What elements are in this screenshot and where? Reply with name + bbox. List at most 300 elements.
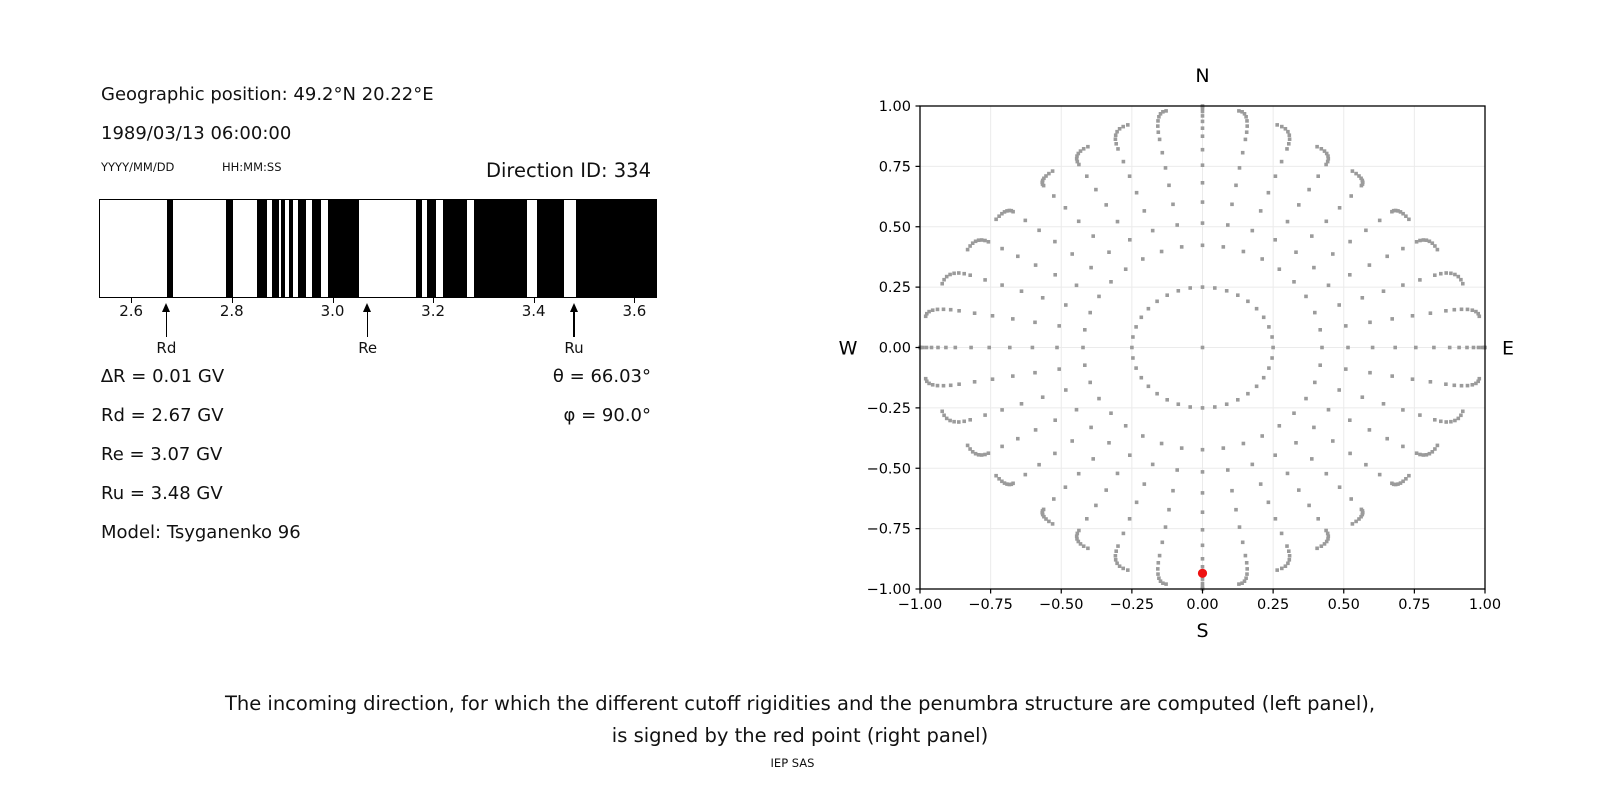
- date-format-label: YYYY/MM/DD: [101, 160, 175, 174]
- direction-dot: [1315, 145, 1319, 149]
- direction-dot: [1310, 457, 1314, 461]
- direction-dot: [1157, 130, 1161, 134]
- direction-dot: [1114, 142, 1118, 146]
- direction-dot: [1401, 408, 1405, 412]
- direction-dot: [1177, 289, 1181, 293]
- geographic-position-label: Geographic position: 49.2°N 20.22°E: [101, 84, 434, 105]
- direction-dot: [1433, 418, 1437, 422]
- direction-dot: [1274, 174, 1278, 178]
- direction-dot: [1175, 468, 1179, 472]
- y-tick-label: 0.25: [878, 280, 911, 297]
- direction-dot: [1478, 315, 1482, 319]
- direction-dot: [1088, 311, 1092, 315]
- direction-dot: [1156, 572, 1160, 576]
- direction-dot: [1128, 453, 1132, 457]
- direction-dot: [1382, 402, 1386, 406]
- direction-dot: [1255, 307, 1259, 311]
- direction-dot: [1453, 308, 1457, 312]
- direction-dot: [1274, 517, 1278, 521]
- direction-dot: [1180, 245, 1184, 249]
- direction-dot: [1418, 453, 1422, 457]
- direction-dot: [1147, 385, 1151, 389]
- x-tick-label: 0.00: [1186, 597, 1219, 613]
- direction-dot: [1234, 508, 1238, 512]
- direction-dot: [1337, 388, 1341, 392]
- penumbra-allowed-band: [328, 200, 358, 297]
- direction-dot: [1280, 160, 1284, 164]
- direction-dot: [1244, 554, 1248, 558]
- y-tick-label: −0.25: [866, 400, 911, 417]
- direction-dot: [1292, 411, 1296, 415]
- direction-dot: [1284, 127, 1288, 131]
- direction-dot: [1307, 188, 1311, 192]
- direction-dot: [1320, 346, 1324, 350]
- direction-dot: [1156, 119, 1160, 123]
- x-tick-label: 0.75: [1398, 597, 1431, 613]
- direction-scatter-plot: [820, 50, 1520, 640]
- direction-dot: [1287, 549, 1291, 553]
- direction-dot: [987, 240, 991, 244]
- direction-dot: [1131, 356, 1135, 360]
- selected-direction-red-point: [1198, 569, 1207, 578]
- direction-dot: [1304, 397, 1308, 401]
- direction-dot: [1418, 413, 1422, 417]
- direction-dot: [1124, 424, 1128, 428]
- penumbra-allowed-band: [576, 200, 656, 297]
- direction-dot: [1378, 473, 1382, 477]
- direction-dot: [1081, 346, 1085, 350]
- direction-dot: [1000, 283, 1004, 287]
- direction-dot: [1225, 402, 1229, 406]
- direction-dot: [942, 384, 946, 388]
- direction-dot: [1016, 437, 1020, 441]
- direction-dot: [1230, 489, 1234, 493]
- direction-dot: [1104, 203, 1108, 207]
- direction-dot: [1354, 172, 1358, 176]
- direction-dot: [944, 346, 948, 350]
- x-tick-label: −0.75: [968, 597, 1013, 613]
- direction-dot: [1411, 377, 1415, 381]
- direction-dot: [1201, 346, 1205, 350]
- datetime-label: 1989/03/13 06:00:00: [101, 123, 292, 144]
- direction-dot: [1338, 206, 1342, 210]
- x-tick-label: −1.00: [897, 597, 943, 613]
- direction-dot: [1325, 472, 1329, 476]
- penumbra-allowed-band: [537, 200, 564, 297]
- direction-dot: [1429, 380, 1433, 384]
- direction-dot: [1201, 148, 1205, 152]
- x-tick-label: 1.00: [1468, 597, 1502, 613]
- direction-dot: [925, 346, 929, 350]
- direction-dot: [1288, 137, 1292, 141]
- direction-dot: [1165, 398, 1169, 402]
- direction-dot: [1318, 328, 1322, 332]
- direction-dot: [1161, 151, 1165, 155]
- ru-value: Ru = 3.48 GV: [101, 483, 223, 504]
- direction-dot: [1275, 568, 1279, 572]
- direction-dot: [1114, 554, 1118, 558]
- direction-dot: [1320, 147, 1324, 151]
- direction-dot: [1165, 293, 1169, 297]
- direction-dot: [1024, 219, 1028, 223]
- direction-dot: [1124, 267, 1128, 271]
- direction-dot: [936, 346, 940, 350]
- direction-dot: [1201, 126, 1205, 130]
- direction-dot: [1230, 203, 1234, 207]
- direction-dot: [1286, 472, 1290, 476]
- direction-dot: [1091, 234, 1095, 238]
- direction-dot: [1313, 381, 1317, 385]
- direction-dot: [1158, 554, 1162, 558]
- penumbra-allowed-band: [281, 200, 285, 297]
- direction-dot: [1131, 335, 1135, 339]
- y-tick-label: 0.75: [878, 159, 911, 176]
- direction-dot: [1155, 300, 1159, 304]
- direction-dot: [1453, 419, 1457, 423]
- direction-dot: [1275, 123, 1279, 127]
- direction-dot: [1011, 317, 1015, 321]
- direction-dot: [1460, 308, 1464, 312]
- direction-dot: [1354, 520, 1358, 524]
- direction-dot: [1259, 209, 1263, 213]
- direction-dot: [1143, 209, 1147, 213]
- direction-dot: [1118, 564, 1122, 568]
- direction-dot: [1020, 289, 1024, 293]
- direction-dot: [1280, 532, 1284, 536]
- direction-dot: [1077, 472, 1081, 476]
- direction-dot: [1237, 109, 1241, 113]
- caption-line-1: The incoming direction, for which the different cutoff rigidities and the penumbra structure are computed (left panel),: [224, 692, 1376, 715]
- credit-label: IEP SAS: [770, 756, 815, 770]
- direction-dot: [1140, 316, 1144, 320]
- direction-dot: [1351, 522, 1355, 526]
- direction-dot: [1259, 482, 1263, 486]
- delta-r-value: ∆R = 0.01 GV: [101, 366, 225, 387]
- direction-dot: [1323, 149, 1327, 153]
- direction-dot: [942, 414, 946, 418]
- compass-west-label: W: [838, 337, 858, 360]
- direction-dot: [1091, 457, 1095, 461]
- direction-dot: [1337, 303, 1341, 307]
- direction-dot: [1109, 411, 1113, 415]
- direction-dot: [936, 384, 940, 388]
- penumbra-tick-label: 2.6: [119, 302, 144, 320]
- direction-dot: [1201, 565, 1205, 569]
- direction-dot: [1135, 501, 1139, 505]
- direction-dot: [1262, 316, 1266, 320]
- direction-dot: [1267, 191, 1271, 195]
- direction-dot: [924, 377, 928, 381]
- direction-dot: [1245, 561, 1249, 565]
- penumbra-allowed-band: [272, 200, 279, 297]
- direction-dot: [1348, 452, 1352, 456]
- direction-dot: [952, 272, 956, 276]
- penumbra-allowed-band: [312, 200, 322, 297]
- direction-dot: [1244, 138, 1248, 142]
- re-value: Re = 3.07 GV: [101, 444, 223, 465]
- direction-dot: [1378, 219, 1382, 223]
- direction-dot: [983, 453, 987, 457]
- direction-dot: [1418, 239, 1422, 243]
- direction-dot: [1086, 145, 1090, 149]
- direction-dot: [1135, 191, 1139, 195]
- direction-dot: [987, 346, 991, 350]
- direction-dot: [1287, 142, 1291, 146]
- penumbra-allowed-band: [289, 200, 293, 297]
- compass-south-label: S: [1196, 620, 1209, 640]
- direction-dot: [1320, 544, 1324, 548]
- direction-dot: [1011, 374, 1015, 378]
- direction-dot: [1472, 346, 1476, 350]
- direction-dot: [1201, 221, 1205, 225]
- direction-dot: [945, 275, 949, 279]
- direction-dot: [1033, 371, 1037, 375]
- direction-dot: [1270, 335, 1274, 339]
- penumbra-tick-label: 3.0: [320, 302, 345, 320]
- direction-dot: [1262, 376, 1266, 380]
- direction-dot: [1237, 582, 1241, 586]
- direction-dot: [1439, 420, 1443, 424]
- direction-dot: [1151, 463, 1155, 467]
- direction-dot: [1471, 308, 1475, 312]
- direction-dot: [980, 238, 984, 242]
- direction-dot: [1226, 223, 1230, 227]
- y-tick-label: −0.75: [866, 521, 911, 538]
- direction-dot: [1082, 147, 1086, 151]
- direction-dot: [1242, 442, 1246, 446]
- compass-north-label: N: [1195, 65, 1210, 87]
- direction-dot: [962, 272, 966, 276]
- direction-dot: [1089, 426, 1093, 430]
- direction-dot: [1401, 283, 1405, 287]
- direction-dot: [945, 417, 949, 421]
- direction-dot: [1116, 544, 1120, 548]
- penumbra-allowed-band: [167, 200, 173, 297]
- direction-dot: [1097, 295, 1101, 299]
- y-tick-label: −0.50: [866, 461, 911, 478]
- direction-dot: [1422, 453, 1426, 457]
- direction-dot: [962, 420, 966, 424]
- direction-dot: [1141, 434, 1145, 438]
- penumbra-tick-label: 3.2: [421, 302, 446, 320]
- direction-dot: [1051, 169, 1055, 173]
- direction-dot: [931, 308, 935, 312]
- direction-dot: [1241, 151, 1245, 155]
- model-label: Model: Tsyganenko 96: [101, 522, 301, 543]
- direction-dot: [1371, 346, 1375, 350]
- direction-dot: [1439, 272, 1443, 276]
- rd-value: Rd = 2.67 GV: [101, 405, 224, 426]
- direction-dot: [1331, 439, 1335, 443]
- direction-dot: [1245, 119, 1249, 123]
- direction-dot: [997, 214, 1001, 218]
- direction-dot: [1082, 544, 1086, 548]
- direction-dot: [1246, 392, 1250, 396]
- direction-dot: [1304, 295, 1308, 299]
- direction-dot: [1201, 470, 1205, 474]
- direction-dot: [1251, 229, 1255, 233]
- direction-dot: [1094, 504, 1098, 508]
- direction-dot: [1057, 367, 1061, 371]
- direction-dot: [1000, 247, 1004, 251]
- direction-dot: [1242, 250, 1246, 254]
- direction-dot: [1351, 169, 1355, 173]
- direction-dot: [1177, 402, 1181, 406]
- direction-dot: [1461, 282, 1465, 286]
- direction-dot: [1188, 286, 1192, 290]
- direction-dot: [1053, 273, 1057, 277]
- direction-dot: [1315, 547, 1319, 551]
- cutoff-arrow-stem: [573, 310, 575, 337]
- direction-dot: [1466, 384, 1470, 388]
- direction-dot: [940, 282, 944, 286]
- direction-dot: [1285, 544, 1289, 548]
- time-format-label: HH:MM:SS: [222, 160, 282, 174]
- cutoff-arrow-label-rd: Rd: [156, 339, 177, 357]
- direction-dot: [1085, 174, 1089, 178]
- direction-dot: [930, 346, 934, 350]
- direction-dot: [1429, 311, 1433, 315]
- direction-dot: [1385, 437, 1389, 441]
- direction-dot: [1222, 446, 1226, 450]
- direction-dot: [1064, 485, 1068, 489]
- direction-dot: [949, 308, 953, 312]
- direction-dot: [1201, 244, 1205, 248]
- direction-dot: [1225, 289, 1229, 293]
- direction-dot: [1161, 541, 1165, 545]
- direction-dot: [1070, 439, 1074, 443]
- penumbra-allowed-band: [257, 200, 267, 297]
- direction-dot: [1089, 266, 1093, 270]
- direction-dot: [1234, 184, 1238, 188]
- direction-dot: [957, 271, 961, 275]
- direction-dot: [1037, 229, 1041, 233]
- direction-dot: [1140, 376, 1144, 380]
- direction-dot: [1382, 289, 1386, 293]
- direction-dot: [1344, 367, 1348, 371]
- penumbra-allowed-band: [298, 200, 307, 297]
- penumbra-allowed-band: [474, 200, 527, 297]
- direction-dot: [980, 453, 984, 457]
- direction-dot: [1114, 549, 1118, 553]
- direction-dot: [1236, 293, 1240, 297]
- direction-dot: [1444, 382, 1448, 386]
- direction-dot: [936, 308, 940, 312]
- direction-dot: [1466, 308, 1470, 312]
- direction-dot: [1390, 317, 1394, 321]
- direction-dot: [1000, 445, 1004, 449]
- direction-dot: [1278, 267, 1282, 271]
- direction-dot: [1201, 114, 1205, 118]
- direction-dot: [1401, 247, 1405, 251]
- direction-dot: [1478, 377, 1482, 381]
- direction-dot: [1245, 124, 1249, 128]
- direction-dot: [1240, 581, 1244, 585]
- direction-dot: [1164, 166, 1168, 170]
- direction-dot: [1307, 504, 1311, 508]
- direction-dot: [942, 278, 946, 282]
- direction-dot: [1156, 124, 1160, 128]
- direction-dot: [1325, 220, 1329, 224]
- direction-dot: [1047, 172, 1051, 176]
- direction-dot: [1407, 218, 1411, 222]
- direction-dot: [1201, 544, 1205, 548]
- direction-dot: [949, 384, 953, 388]
- penumbra-barcode-plot: [99, 199, 657, 298]
- direction-dot: [952, 420, 956, 424]
- direction-dot: [1312, 266, 1316, 270]
- direction-dot: [1031, 346, 1035, 350]
- direction-dot: [1171, 489, 1175, 493]
- direction-dot: [1236, 398, 1240, 402]
- direction-dot: [1143, 482, 1147, 486]
- direction-dot: [1109, 280, 1113, 284]
- direction-dot: [1128, 174, 1132, 178]
- direction-dot: [1077, 220, 1081, 224]
- direction-dot: [1385, 255, 1389, 259]
- direction-dot: [1161, 110, 1165, 114]
- direction-dot: [987, 451, 991, 455]
- direction-dot: [1107, 250, 1111, 254]
- y-tick-label: 1.00: [878, 99, 911, 115]
- direction-dot: [1444, 271, 1448, 275]
- direction-dot: [1246, 300, 1250, 304]
- direction-dot: [1286, 220, 1290, 224]
- direction-dot: [1422, 238, 1426, 242]
- direction-dot: [1267, 325, 1271, 329]
- direction-dot: [1053, 452, 1057, 456]
- direction-dot: [1260, 434, 1264, 438]
- direction-dot: [1097, 397, 1101, 401]
- y-tick-label: 0.50: [878, 219, 911, 236]
- direction-dot: [991, 314, 995, 318]
- direction-dot: [1116, 147, 1120, 151]
- y-tick-label: −1.00: [866, 582, 911, 598]
- direction-dot: [1457, 417, 1461, 421]
- direction-dot: [1238, 525, 1242, 529]
- direction-dot: [1460, 384, 1464, 388]
- direction-dot: [1126, 568, 1130, 572]
- direction-dot: [1114, 133, 1118, 137]
- direction-dot: [1459, 278, 1463, 282]
- direction-dot: [1327, 408, 1331, 412]
- direction-dot: [1201, 528, 1205, 532]
- direction-dot: [1255, 385, 1259, 389]
- direction-dot: [1297, 203, 1301, 207]
- direction-dot: [1122, 160, 1126, 164]
- x-tick-label: −0.25: [1109, 597, 1155, 613]
- direction-dot: [1471, 383, 1475, 387]
- direction-dot: [1260, 257, 1264, 261]
- direction-dot: [968, 244, 972, 248]
- direction-dot: [1267, 501, 1271, 505]
- direction-dot: [1436, 444, 1440, 448]
- compass-east-label: E: [1501, 337, 1515, 360]
- direction-dot: [1251, 463, 1255, 467]
- direction-dot: [1457, 346, 1461, 350]
- direction-dot: [957, 420, 961, 424]
- direction-dot: [1393, 346, 1397, 350]
- direction-dot: [1147, 307, 1151, 311]
- direction-dot: [1226, 468, 1230, 472]
- direction-dot: [1280, 125, 1284, 129]
- direction-dot: [1404, 214, 1408, 218]
- direction-dot: [948, 419, 952, 423]
- direction-dot: [1034, 428, 1038, 432]
- direction-dot: [1128, 517, 1132, 521]
- direction-dot: [1436, 248, 1440, 252]
- direction-dot: [1128, 238, 1132, 242]
